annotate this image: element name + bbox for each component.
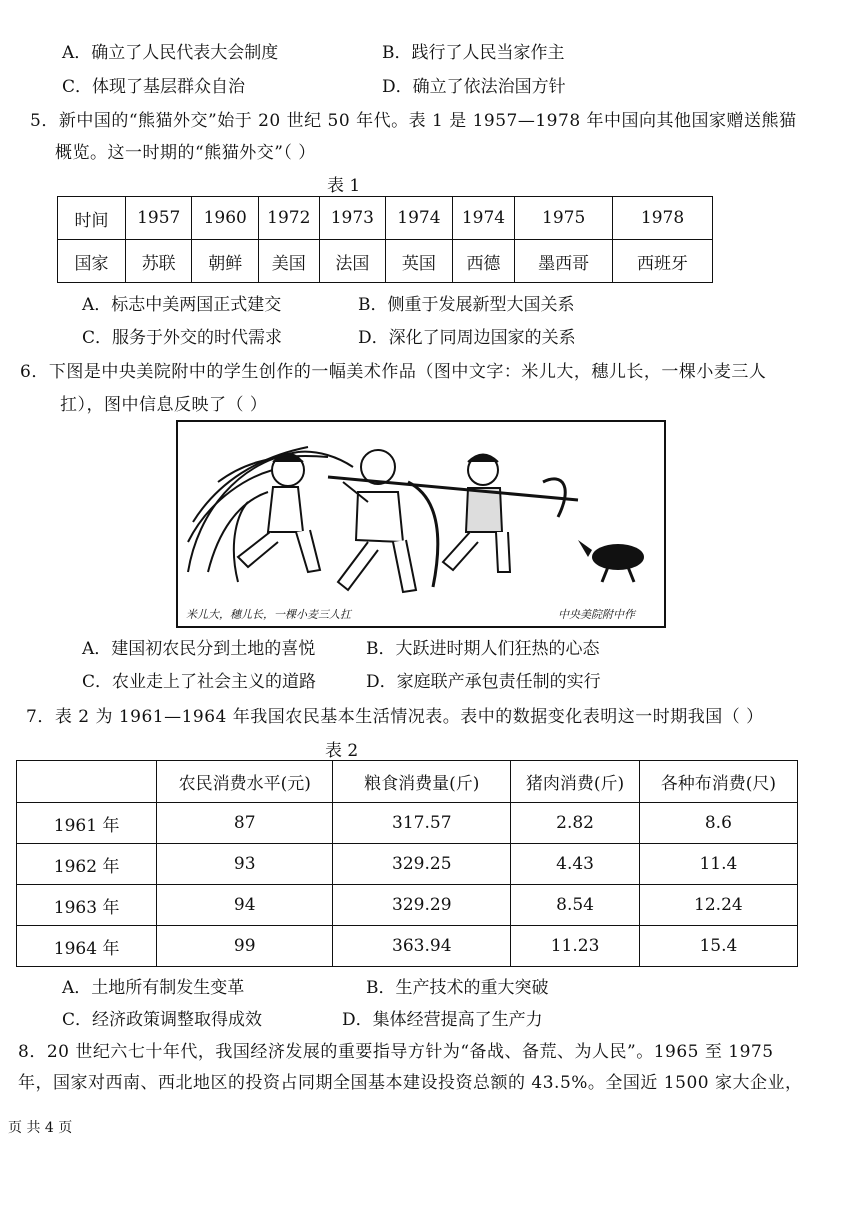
table2-cell: 8.6 xyxy=(639,803,797,844)
table1-year-cell: 1974 xyxy=(452,197,515,240)
table2-year-cell: 1963 年 xyxy=(17,885,157,926)
table2-row xyxy=(17,926,798,967)
figure-right xyxy=(443,455,510,573)
table1-country-cell: 西德 xyxy=(452,240,515,283)
q7-option-d: D．集体经营提高了生产力 xyxy=(342,1010,543,1030)
table2-cell: 4.43 xyxy=(511,844,639,885)
q4-option-c: C．体现了基层群众自治 xyxy=(62,77,246,97)
table2-cell: 363.94 xyxy=(333,926,511,967)
table2-caption: 表 2 xyxy=(325,741,359,761)
table2-cell: 329.25 xyxy=(333,844,511,885)
table2-cell: 2.82 xyxy=(511,803,639,844)
table2-year-cell: 1962 年 xyxy=(17,844,157,885)
table2-header-cell: 各种布消费(尺) xyxy=(639,761,797,803)
table1-country-cell: 西班牙 xyxy=(613,240,713,283)
table1-country-cell: 法国 xyxy=(319,240,386,283)
table1-row-header-country: 国家 xyxy=(58,240,126,283)
q6-option-c: C．农业走上了社会主义的道路 xyxy=(82,672,317,692)
table2-header-cell xyxy=(17,761,157,803)
q5-option-c: C．服务于外交的时代需求 xyxy=(82,328,283,348)
q8-stem-line2: 年，国家对西南、西北地区的投资占同期全国基本建设投资总额的 43.5%。全国近 1500 家大企业， xyxy=(18,1073,803,1093)
q5-option-d: D．深化了同周边国家的关系 xyxy=(358,328,576,348)
table1-year-cell: 1974 xyxy=(386,197,453,240)
table1-country-cell: 墨西哥 xyxy=(515,240,613,283)
table2-cell: 93 xyxy=(157,844,333,885)
table2-row xyxy=(17,803,798,844)
artwork-caption-left: 米儿大，穗儿长，一棵小麦三人扛 xyxy=(186,608,351,621)
table2-header-cell: 农民消费水平(元) xyxy=(157,761,333,803)
table2-cell: 12.24 xyxy=(639,885,797,926)
q8-stem-line1: 8．20 世纪六七十年代，我国经济发展的重要指导方针为“备战、备荒、为人民”。1965 至 1975 xyxy=(18,1042,774,1062)
table2-header-cell: 粮食消费量(斤) xyxy=(333,761,511,803)
table2-cell: 99 xyxy=(157,926,333,967)
q4-option-a: A．确立了人民代表大会制度 xyxy=(62,43,279,63)
q5-option-a: A．标志中美两国正式建交 xyxy=(82,295,282,315)
q6-stem-line1: 6．下图是中央美院附中的学生创作的一幅美术作品（图中文字：米儿大，穗儿长，一棵小麦三人 xyxy=(20,362,767,382)
q5-stem-line1: 5．新中国的“熊猫外交”始于 20 世纪 50 年代。表 1 是 1957—1978 年中国向其他国家赠送熊猫 xyxy=(30,111,797,131)
q6-stem-line2: 扛），图中信息反映了（ ） xyxy=(60,395,268,415)
table2-cell: 87 xyxy=(157,803,333,844)
figure-middle xyxy=(338,450,416,592)
table2-cell: 15.4 xyxy=(639,926,797,967)
table2-cell: 317.57 xyxy=(333,803,511,844)
table2-cell: 8.54 xyxy=(511,885,639,926)
table2-row xyxy=(17,844,798,885)
table2-year-cell: 1964 年 xyxy=(17,926,157,967)
running-animal xyxy=(578,540,644,582)
table1-country-cell: 英国 xyxy=(386,240,453,283)
table1-year-cell: 1973 xyxy=(319,197,386,240)
table1-year-cell: 1972 xyxy=(258,197,319,240)
q5-option-b: B．侧重于发展新型大国关系 xyxy=(358,295,575,315)
page-footer: 页 共 4 页 xyxy=(8,1120,73,1136)
table2-header-cell: 猪肉消费(斤) xyxy=(511,761,639,803)
q4-option-d: D．确立了依法治国方针 xyxy=(382,77,566,97)
q5-stem-line2: 概览。这一时期的“熊猫外交”（ ） xyxy=(55,143,316,163)
student-artwork xyxy=(176,420,666,628)
table2 xyxy=(16,760,798,967)
table1-year-cell: 1975 xyxy=(515,197,613,240)
table2-cell: 11.23 xyxy=(511,926,639,967)
q6-option-d: D．家庭联产承包责任制的实行 xyxy=(366,672,601,692)
table2-row xyxy=(17,885,798,926)
table1-country-cell: 苏联 xyxy=(125,240,192,283)
figure-left xyxy=(238,454,320,572)
table2-year-cell: 1961 年 xyxy=(17,803,157,844)
table1-year-cell: 1960 xyxy=(192,197,259,240)
table2-cell: 94 xyxy=(157,885,333,926)
q7-option-b: B．生产技术的重大突破 xyxy=(366,978,549,998)
artwork-caption-right: 中央美院附中作 xyxy=(558,608,635,621)
table1-caption: 表 1 xyxy=(327,176,361,196)
q7-option-c: C．经济政策调整取得成效 xyxy=(62,1010,263,1030)
q7-stem: 7．表 2 为 1961—1964 年我国农民基本生活情况表。表中的数据变化表明这一时期我国（ ） xyxy=(26,707,764,727)
table1-year-cell: 1957 xyxy=(125,197,192,240)
q6-option-a: A．建国初农民分到土地的喜悦 xyxy=(82,639,316,659)
table1-country-cell: 朝鲜 xyxy=(192,240,259,283)
q7-option-a: A．土地所有制发生变革 xyxy=(62,978,245,998)
q4-option-b: B．践行了人民当家作主 xyxy=(382,43,565,63)
table2-cell: 329.29 xyxy=(333,885,511,926)
table2-cell: 11.4 xyxy=(639,844,797,885)
table1 xyxy=(57,196,713,283)
table1-year-cell: 1978 xyxy=(613,197,713,240)
table1-row-header-time: 时间 xyxy=(58,197,126,240)
wheat-carrying-illustration xyxy=(178,422,664,626)
q6-option-b: B．大跃进时期人们狂热的心态 xyxy=(366,639,600,659)
table1-country-cell: 美国 xyxy=(258,240,319,283)
